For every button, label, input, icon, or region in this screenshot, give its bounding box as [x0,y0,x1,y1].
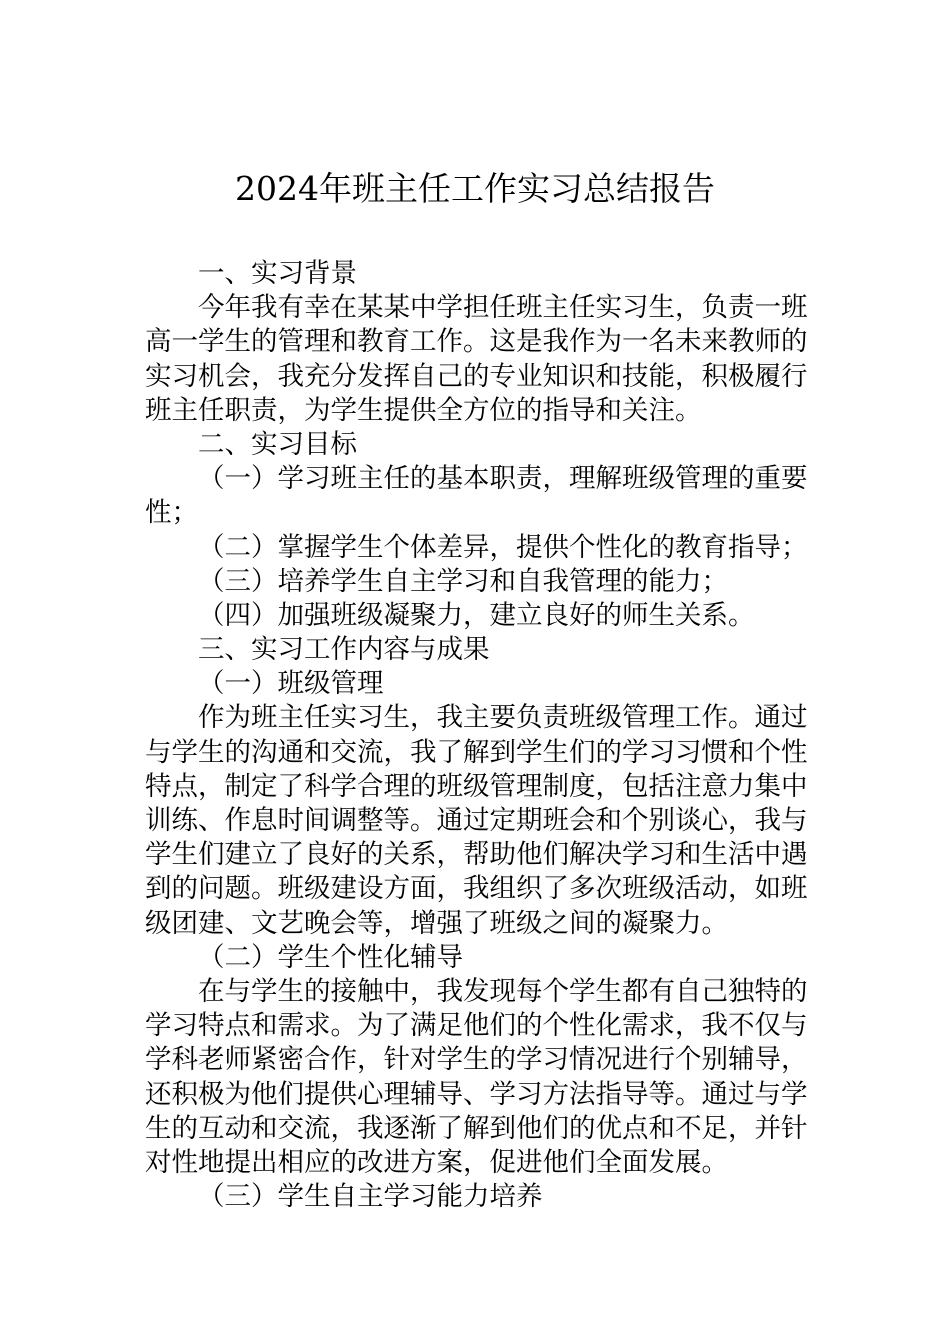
paragraph-line: 到的问题。班级建设方面，我组织了多次班级活动，如班 [145,873,808,905]
document-body [145,257,807,1214]
paragraph-line: 作为班主任实习生，我主要负责班级管理工作。通过 [198,702,808,734]
subsection-heading: （二）学生个性化辅导 [198,941,463,973]
list-item: （二）掌握学生个体差异，提供个性化的教育指导； [198,531,808,563]
paragraph-line: 今年我有幸在某某中学担任班主任实习生，负责一班 [198,292,808,324]
paragraph-line: 高一学生的管理和教育工作。这是我作为一名未来教师的 [145,326,808,358]
subsection-heading: （一）班级管理 [198,668,384,700]
paragraph-line: 训练、作息时间调整等。通过定期班会和个别谈心，我与 [145,805,808,836]
list-item-continuation: 性； [145,497,198,529]
paragraph-line: 与学生的沟通和交流，我了解到学生们的学习习惯和个性 [145,736,808,768]
paragraph-line: 班主任职责，为学生提供全方位的指导和关注。 [145,394,702,426]
list-item: （四）加强班级凝聚力，建立良好的师生关系。 [198,599,755,631]
list-item: （三）培养学生自主学习和自我管理的能力； [198,565,728,597]
paragraph-line: 级团建、文艺晚会等，增强了班级之间的凝聚力。 [145,907,728,939]
section-heading: 三、实习工作内容与成果 [198,634,490,666]
section-heading: 二、实习目标 [198,428,357,460]
subsection-heading: （三）学生自主学习能力培养 [198,1181,543,1213]
paragraph-line: 在与学生的接触中，我发现每个学生都有自己独特的 [198,975,808,1007]
paragraph-line: 对性地提出相应的改进方案，促进他们全面发展。 [145,1146,728,1178]
paragraph-line: 实习机会，我充分发挥自己的专业知识和技能，积极履行 [145,360,808,392]
paragraph-line: 学科老师紧密合作，针对学生的学习情况进行个别辅导， [145,1044,808,1076]
paragraph-line: 生的互动和交流，我逐渐了解到他们的优点和不足，并针 [145,1112,808,1144]
document-title: 2024年班主任工作实习总结报告 [235,169,715,208]
paragraph-line: 还积极为他们提供心理辅导、学习方法指导等。通过与学 [145,1078,808,1110]
section-heading: 一、实习背景 [198,258,357,289]
list-item: （一）学习班主任的基本职责，理解班级管理的重要 [198,463,808,495]
paragraph-line: 学习特点和需求。为了满足他们的个性化需求，我不仅与 [145,1010,808,1042]
paragraph-line: 学生们建立了良好的关系，帮助他们解决学习和生活中遇 [145,839,808,871]
paragraph-line: 特点，制定了科学合理的班级管理制度，包括注意力集中 [145,770,808,802]
